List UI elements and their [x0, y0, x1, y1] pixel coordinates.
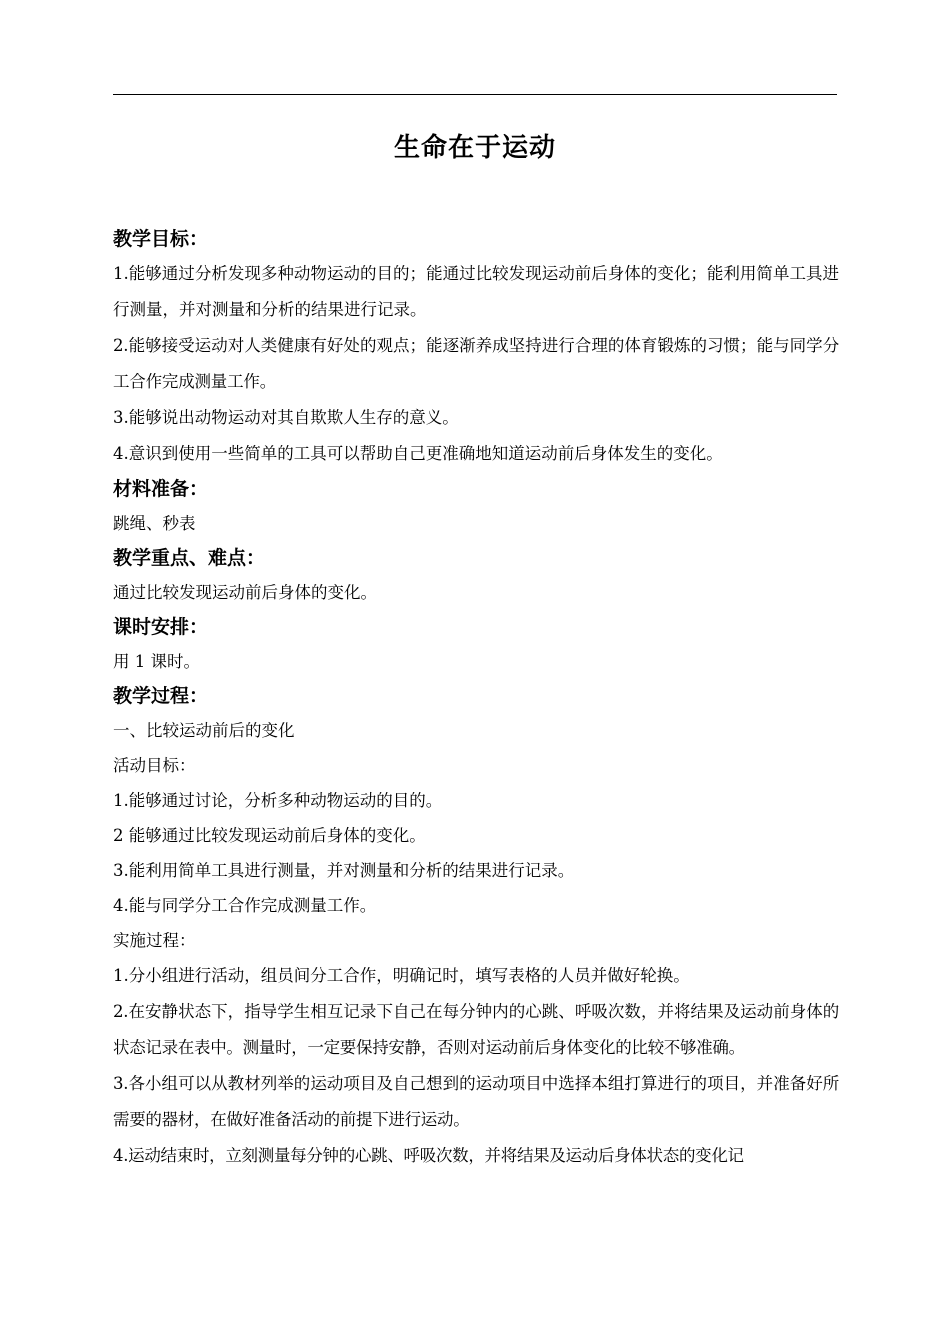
activity-goal-item: 2 能够通过比较发现运动前后身体的变化。	[113, 826, 426, 845]
objective-item: 2.能够接受运动对人类健康有好处的观点；能逐渐养成坚持进行合理的体育锻炼的习惯；能与同学分工合作完成测量工作。	[113, 336, 839, 391]
step-item: 4.运动结束时，立刻测量每分钟的心跳、呼吸次数，并将结果及运动后身体状态的变化记	[113, 1146, 744, 1165]
objective-item: 3.能够说出动物运动对其自欺欺人生存的意义。	[113, 408, 459, 427]
header-rule	[113, 94, 837, 95]
key-points-heading: 教学重点、难点：	[113, 547, 266, 569]
step-item: 1.分小组进行活动，组员间分工合作，明确记时，填写表格的人员并做好轮换。	[113, 966, 690, 985]
activity-goals-label: 活动目标：	[113, 756, 196, 775]
process-heading: 教学过程：	[113, 685, 209, 707]
activity-goal-item: 1.能够通过讨论，分析多种动物运动的目的。	[113, 791, 443, 810]
process-part-title: 一、比较运动前后的变化	[113, 721, 295, 740]
document-body	[113, 222, 839, 1174]
step-item: 2.在安静状态下，指导学生相互记录下自己在每分钟内的心跳、呼吸次数，并将结果及运动前身体的状态记录在表中。测量时，一定要保持安静，否则对运动前后身体变化的比较不够准确。	[113, 1002, 839, 1057]
key-points-text: 通过比较发现运动前后身体的变化。	[113, 583, 377, 602]
step-item: 3.各小组可以从教材列举的运动项目及自己想到的运动项目中选择本组打算进行的项目，并准备好所需要的器材，在做好准备活动的前提下进行运动。	[113, 1074, 839, 1129]
materials-heading: 材料准备：	[113, 478, 209, 500]
objective-item: 4.意识到使用一些简单的工具可以帮助自己更准确地知道运动前后身体发生的变化。	[113, 444, 723, 463]
activity-goal-item: 4.能与同学分工合作完成测量工作。	[113, 896, 377, 915]
schedule-text: 用 1 课时。	[113, 652, 200, 671]
schedule-heading: 课时安排：	[113, 616, 209, 638]
document-title: 生命在于运动	[393, 133, 556, 163]
steps-label: 实施过程：	[113, 931, 196, 950]
objective-item: 1.能够通过分析发现多种动物运动的目的；能通过比较发现运动前后身体的变化；能利用简单工具进行测量，并对测量和分析的结果进行记录。	[113, 264, 839, 319]
activity-goal-item: 3.能利用简单工具进行测量，并对测量和分析的结果进行记录。	[113, 861, 575, 880]
objectives-heading: 教学目标：	[113, 228, 209, 250]
materials-text: 跳绳、秒表	[113, 514, 196, 533]
